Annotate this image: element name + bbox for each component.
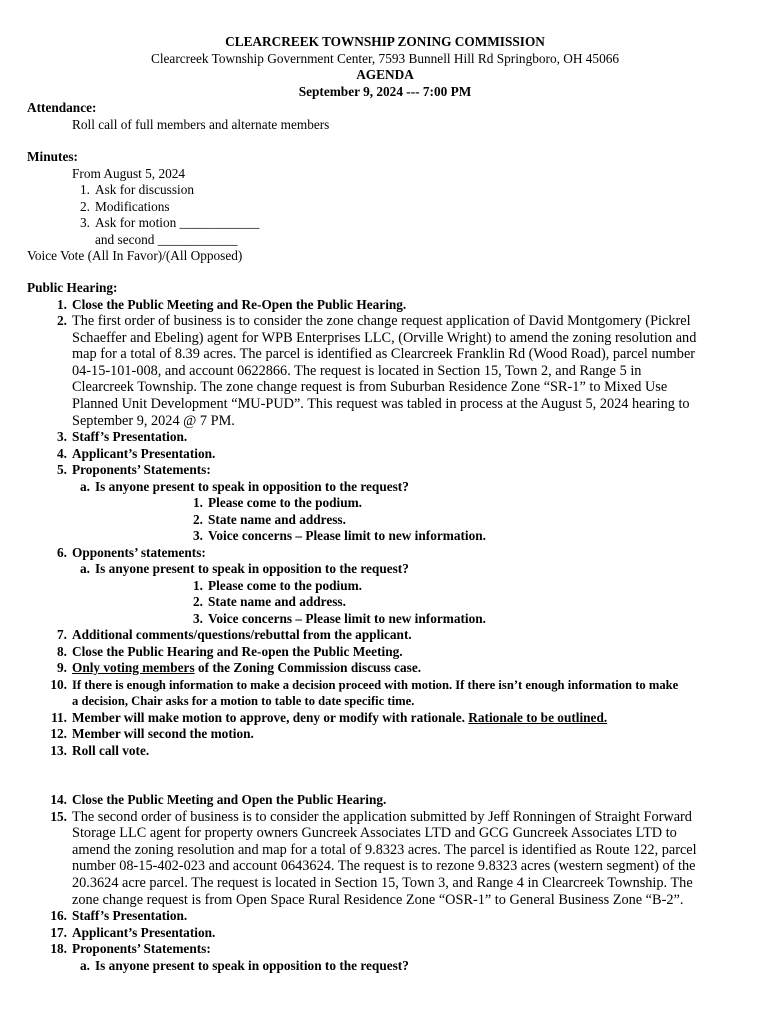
sub-item: a. Is anyone present to speak in opposition to the request? (80, 957, 409, 973)
agenda-item: 3. Staff’s Presentation. (57, 429, 188, 445)
sub-sub-item: 1. Please come to the podium. (193, 577, 362, 593)
agenda-item: 13. Roll call vote. (50, 742, 150, 758)
sub-sub-item: 3. Voice concerns – Please limit to new information. (193, 528, 486, 544)
sub-sub-item: 1. Please come to the podium. (193, 495, 362, 511)
agenda-item: 14. Close the Public Meeting and Open the Public Hearing. (50, 792, 387, 808)
sub-item: a. Is anyone present to speak in opposition to the request? (80, 561, 409, 577)
sub-item: a. Is anyone present to speak in opposition to the request? (80, 478, 409, 494)
agenda-item: 9. Only voting members of the Zoning Commission discuss case. (57, 660, 422, 676)
minutes-section (27, 149, 259, 265)
agenda-item: 5. Proponents’ Statements: (57, 462, 211, 478)
minutes-second: and second ____________ (95, 231, 238, 247)
agenda-item: 8. Close the Public Hearing and Re-open the Public Meeting. (57, 643, 403, 659)
agenda-item: 7. Additional comments/questions/rebuttal from the applicant. (57, 627, 412, 643)
minutes-from: From August 5, 2024 (72, 165, 186, 181)
agenda-title: AGENDA (356, 67, 414, 82)
sub-sub-item: 2. State name and address. (193, 594, 346, 610)
commission-title: CLEARCREEK TOWNSHIP ZONING COMMISSION (225, 34, 545, 49)
minutes-item: 2. Modifications (80, 198, 170, 214)
sub-sub-item: 3. Voice concerns – Please limit to new information. (193, 610, 486, 626)
agenda-item: 12. Member will second the motion. (50, 726, 254, 742)
document-header (0, 34, 770, 100)
spacer (27, 759, 747, 792)
agenda-item-first-order: 2. The first order of business is to consider the zone change request application of David Montgomery (Pickrel Schaeffer and Ebeling) agent for WPB Enterprises LLC, (Orville Wright) to amend the zoning resolution and map for a total of 8.39 acres. The parcel is identified as Clearcreek Franklin Rd (Wood Road), parcel number 04-15-101-008, and account 0622866. The request is located in Section 15, Town 2, and Range 5 in Clearcreek Township. The zone change request is from Suburban Residence Zone “SR-1” to Mixed Use Planned Unit Development “MU-PUD”. This request was tabled in process at the August 5, 2024 hearing to September 9, 2024 @ 7 PM. (57, 313, 697, 429)
meeting-address: Clearcreek Township Government Center, 7593 Bunnell Hill Rd Springboro, OH 45066 (150, 50, 620, 66)
attendance-section (27, 100, 329, 133)
minutes-item: 1. Ask for discussion (80, 182, 194, 197)
agenda-item: 17. Applicant’s Presentation. (50, 924, 216, 940)
agenda-item: 16. Staff’s Presentation. (50, 908, 188, 924)
attendance-heading: Attendance: (27, 100, 97, 115)
voice-vote: Voice Vote (All In Favor)/(All Opposed) (27, 248, 243, 263)
agenda-item: 6. Opponents’ statements: (57, 544, 206, 560)
sub-sub-item: 2. State name and address. (193, 511, 346, 527)
agenda-item: 18. Proponents’ Statements: (50, 941, 211, 957)
agenda-item: 4. Applicant’s Presentation. (57, 445, 216, 461)
meeting-date: September 9, 2024 --- 7:00 PM (298, 83, 472, 99)
attendance-text: Roll call of full members and alternate members (72, 116, 330, 132)
public-hearing-heading: Public Hearing: (27, 280, 118, 295)
minutes-item: 3. Ask for motion ____________ (80, 215, 260, 230)
minutes-heading: Minutes: (27, 149, 78, 164)
agenda-item: 11. Member will make motion to approve, deny or modify with rationale. Rationale to be outlined. (51, 709, 608, 725)
public-hearing-section (27, 280, 747, 974)
agenda-item: 10. If there is enough information to make a decision proceed with motion. If there isn’t enough information to make a decision, Chair asks for a motion to table to date specific time. (50, 676, 679, 709)
agenda-item-second-order: 15. The second order of business is to consider the application submitted by Jeff Ronningen of Straight Forward Storage LLC agent for property owners Guncreek Associates LTD and GCG Guncreek Associates LTD to amend the zoning resolution and map for a total of 9.8323 acres. The parcel is identified as Route 122, parcel number 08-15-402-023 and account 0643624. The request is to rezone 9.8323 acres (western segment) of the 20.3624 acre parcel. The request is located in Section 15, Town 3, and Range 4 in Clearcreek Township. The zone change request is from Open Space Rural Residence Zone “OSR-1” to General Business Zone “B-2”. (50, 808, 697, 908)
agenda-item: 1. Close the Public Meeting and Re-Open the Public Hearing. (57, 296, 407, 312)
